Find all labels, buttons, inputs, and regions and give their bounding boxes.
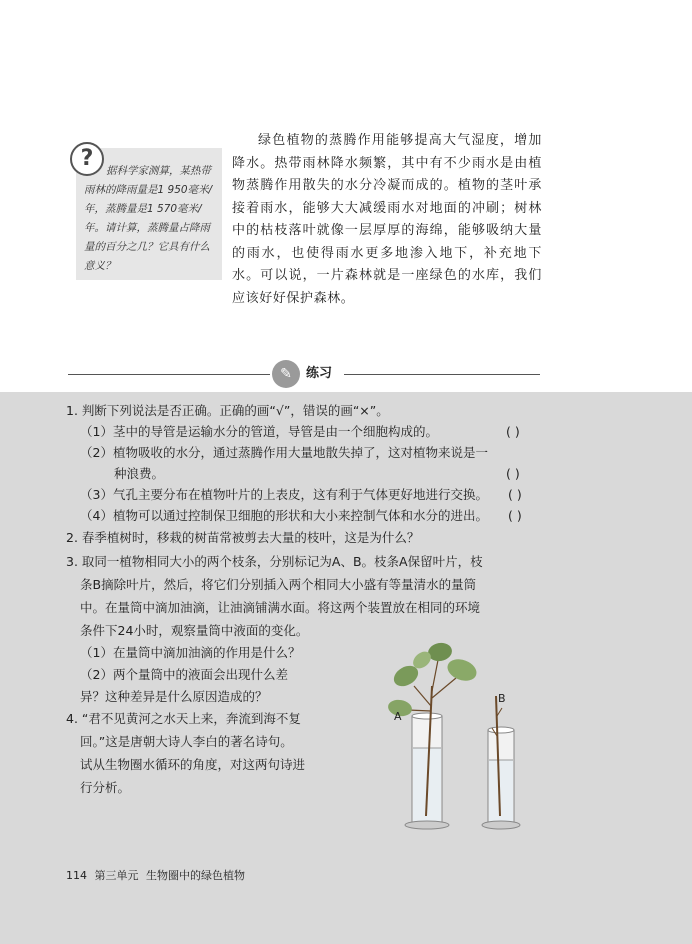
question-2: 2. 春季植树时，移栽的树苗常被剪去大量的枝叶，这是为什么？ xyxy=(66,530,420,545)
cylinder-b xyxy=(482,727,520,829)
label-a: A xyxy=(394,710,402,723)
question-4-line-4: 行分析。 xyxy=(80,780,131,795)
question-4-line-2: 回。”这是唐朝大诗人李白的著名诗句。 xyxy=(80,734,293,749)
main-paragraph: 绿色植物的蒸腾作用能够提高大气湿度，增加降水。热带雨林降水频繁，其中有不少雨水是由植物蒸腾作用散失的水分冷凝而成的。植物的茎叶承接着雨水，能够大大减缓雨水对地面的冲刷；树林中的枯枝落叶就像一层厚厚的海绵，能够吸纳大量的雨水，也使得雨水更多地渗入地下，补充地下水。可以说，一片森林就是一座绿色的水库，我们应该好好保护森林。 xyxy=(232,133,542,306)
question-4: 4. “君不见黄河之水天上来，奔流到海不复 xyxy=(66,711,301,726)
question-1-3: （3）气孔主要分布在植物叶片的上表皮，这有利于气体更好地进行交换。 xyxy=(80,487,488,502)
answer-blank: ( ) xyxy=(508,508,522,523)
exercise-title: 练习 xyxy=(306,366,333,381)
question-1-4: （4）植物可以通过控制保卫细胞的形状和大小来控制气体和水分的进出。 xyxy=(80,508,488,523)
answer-blank: ( ) xyxy=(506,424,520,439)
question-3-line-3: 中。在量筒中滴加油滴，让油滴铺满水面。将这两个装置放在相同的环境 xyxy=(80,600,481,615)
question-3: 3. 取同一植物相同大小的两个枝条，分别标记为A、B。枝条A保留叶片，枝 xyxy=(66,554,483,569)
page-footer xyxy=(66,868,245,884)
question-3-line-2: 条B摘除叶片，然后，将它们分别插入两个相同大小盛有等量清水的量筒 xyxy=(80,577,477,592)
unit-name: 第三单元 xyxy=(94,869,139,882)
page-number: 114 xyxy=(66,869,87,882)
think-box-text: 据科学家测算，某热带雨林的降雨量是1 950毫米/年，蒸腾量是1 570毫米/年。请计算，蒸腾量占降雨量的百分之几？它具有什么意义？ xyxy=(84,165,213,272)
question-3-1: （1）在量筒中滴加油滴的作用是什么？ xyxy=(80,645,301,660)
question-3-2: （2）两个量筒中的液面会出现什么差 xyxy=(80,667,288,682)
cylinder-experiment-illustration xyxy=(376,636,546,836)
question-1: 1. 判断下列说法是否正确。正确的画“√”，错误的画“×”。 xyxy=(66,403,389,418)
header-divider-right xyxy=(344,374,540,375)
question-4-line-3: 试从生物圈水循环的角度，对这两句诗进 xyxy=(80,757,306,772)
answer-blank: ( ) xyxy=(508,487,522,502)
question-3-2-cont: 异？这种差异是什么原因造成的？ xyxy=(80,689,268,704)
question-1-1: （1）茎中的导管是运输水分的管道，导管是由一个细胞构成的。 xyxy=(80,424,438,439)
label-b: B xyxy=(498,692,506,705)
question-1-2-cont: 种浪费。 xyxy=(114,466,165,481)
header-divider-left xyxy=(68,374,270,375)
answer-blank: ( ) xyxy=(506,466,520,481)
question-3-line-4: 条件下24小时，观察量筒中液面的变化。 xyxy=(80,623,309,638)
question-1-2: （2）植物吸收的水分，通过蒸腾作用大量地散失掉了，这对植物来说是一 xyxy=(80,445,488,460)
pencil-icon: ✎ xyxy=(272,360,300,388)
question-mark-icon: ? xyxy=(70,142,104,176)
chapter-name: 生物圈中的绿色植物 xyxy=(146,869,245,882)
